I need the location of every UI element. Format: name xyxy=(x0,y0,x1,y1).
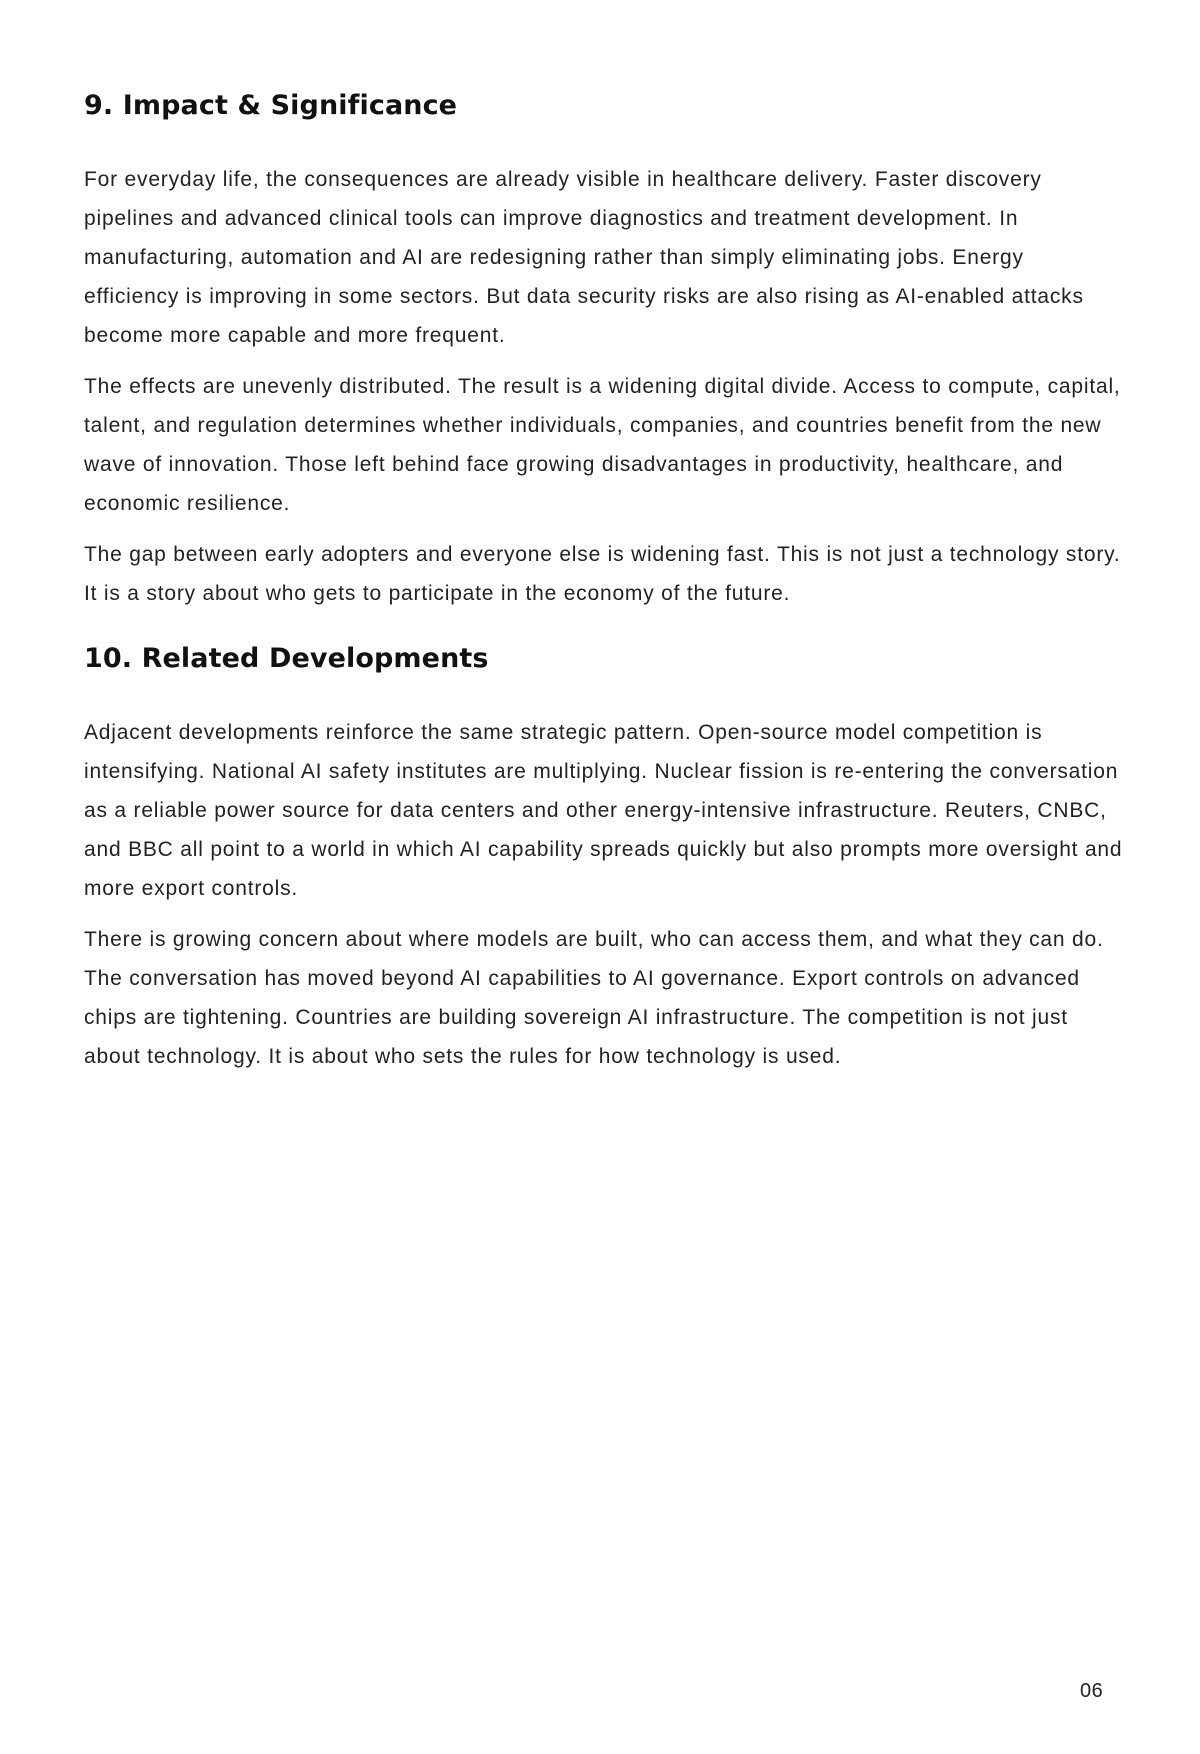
page-number: 06 xyxy=(1080,1680,1104,1702)
section-related-developments xyxy=(84,641,1124,1076)
body-paragraph: For everyday life, the consequences are already visible in healthcare delivery. Faster discovery pipelines and advanced clinical tools can improve diagnostics and treatment development. In manufacturing, automation and AI are redesigning rather than simply eliminating jobs. Energy efficiency is improving in some sectors. But data security risks are also rising as AI-enabled attacks become more capable and more frequent. xyxy=(84,168,1084,347)
body-paragraph: There is growing concern about where models are built, who can access them, and what they can do. The conversation has moved beyond AI capabilities to AI governance. Export controls on advanced chips are tightening. Countries are building sovereign AI infrastructure. The competition is not just about technology. It is about who sets the rules for how technology is used. xyxy=(84,928,1104,1068)
section-impact-significance xyxy=(84,88,1124,613)
section-body xyxy=(84,713,1124,1076)
body-paragraph: Adjacent developments reinforce the same strategic pattern. Open-source model competition is intensifying. National AI safety institutes are multiplying. Nuclear fission is re-entering the conversation as a reliable power source for data centers and other energy-intensive infrastructure. Reuters, CNBC, and BBC all point to a world in which AI capability spreads quickly but also prompts more oversight and more export controls. xyxy=(84,721,1123,900)
section-heading: 9. Impact & Significance xyxy=(84,90,458,121)
body-paragraph: The effects are unevenly distributed. The result is a widening digital divide. Access to compute, capital, talent, and regulation determines whether individuals, companies, and countries benefit from the new wave of innovation. Those left behind face growing disadvantages in productivity, healthcare, and economic resilience. xyxy=(84,375,1121,515)
section-body xyxy=(84,160,1124,613)
body-paragraph: The gap between early adopters and everyone else is widening fast. This is not just a technology story. It is a story about who gets to participate in the economy of the future. xyxy=(84,543,1121,605)
section-heading: 10. Related Developments xyxy=(84,643,489,674)
document-page xyxy=(84,88,1124,1088)
